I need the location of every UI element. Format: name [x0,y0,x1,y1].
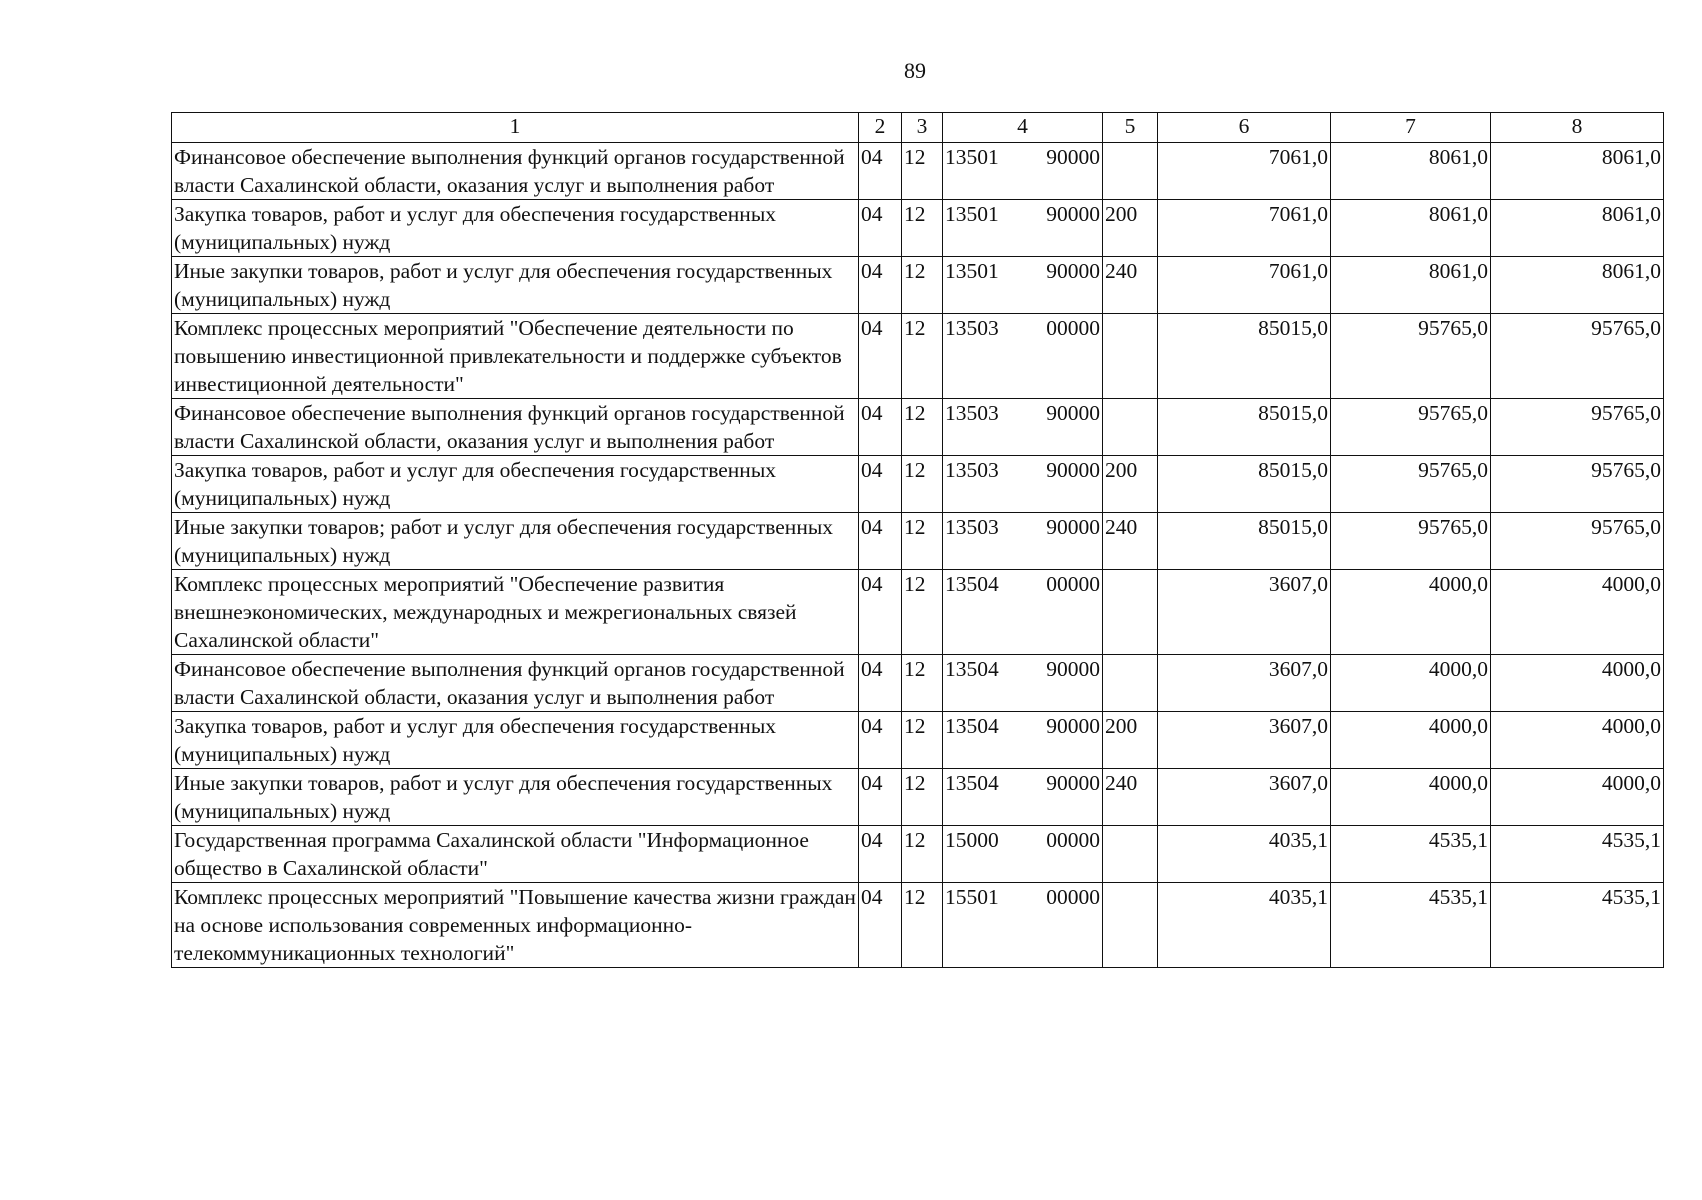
code-expense-type: 240 [1103,769,1158,826]
code-subsection: 12 [902,456,943,513]
code-section: 04 [859,257,902,314]
code-section: 04 [859,712,902,769]
table-row [172,257,1664,314]
code-expense-type [1103,314,1158,399]
code-subsection: 12 [902,513,943,570]
code-section: 04 [859,769,902,826]
table-row [172,712,1664,769]
header-cell: 8 [1491,113,1664,143]
amount-col-8: 8061,0 [1491,200,1664,257]
code-expense-type [1103,883,1158,968]
table-row [172,399,1664,456]
amount-col-7: 95765,0 [1331,513,1491,570]
code-expense-type [1103,570,1158,655]
code-direction: 90000 [1046,657,1100,681]
amount-col-7: 4535,1 [1331,883,1491,968]
code-program: 13504 [945,657,999,681]
row-name: Комплекс процессных мероприятий "Обеспечение развития внешнеэкономических, международных и межрегиональных связей Сахалинской области" [172,570,859,655]
code-section: 04 [859,399,902,456]
amount-col-6: 3607,0 [1158,769,1331,826]
code-program: 13504 [945,572,999,596]
amount-col-6: 7061,0 [1158,200,1331,257]
code-section: 04 [859,456,902,513]
code-target-article [943,399,1103,456]
page-number: 89 [904,58,926,83]
table-row [172,513,1664,570]
amount-col-8: 95765,0 [1491,399,1664,456]
code-expense-type [1103,826,1158,883]
amount-col-8: 95765,0 [1491,513,1664,570]
amount-col-7: 8061,0 [1331,143,1491,200]
code-subsection: 12 [902,712,943,769]
row-name: Комплекс процессных мероприятий "Обеспечение деятельности по повышению инвестиционной привлекательности и поддержке субъектов инвестиционной деятельности" [172,314,859,399]
amount-col-8: 8061,0 [1491,257,1664,314]
code-subsection: 12 [902,826,943,883]
row-name: Закупка товаров, работ и услуг для обеспечения государственных (муниципальных) нужд [172,712,859,769]
table-row [172,883,1664,968]
amount-col-7: 8061,0 [1331,257,1491,314]
header-cell: 6 [1158,113,1331,143]
table-row [172,456,1664,513]
amount-col-7: 95765,0 [1331,399,1491,456]
code-program: 13503 [945,401,999,425]
row-name: Иные закупки товаров, работ и услуг для обеспечения государственных (муниципальных) нужд [172,769,859,826]
row-name: Иные закупки товаров, работ и услуг для обеспечения государственных (муниципальных) нужд [172,257,859,314]
code-target-article [943,143,1103,200]
amount-col-6: 4035,1 [1158,826,1331,883]
code-target-article [943,655,1103,712]
code-subsection: 12 [902,399,943,456]
header-cell: 7 [1331,113,1491,143]
code-expense-type: 200 [1103,456,1158,513]
amount-col-6: 7061,0 [1158,257,1331,314]
row-name: Комплекс процессных мероприятий "Повышение качества жизни граждан на основе использования современных информационно-телекоммуникационных технологий" [172,883,859,968]
amount-col-7: 4000,0 [1331,712,1491,769]
code-target-article [943,826,1103,883]
amount-col-6: 85015,0 [1158,314,1331,399]
amount-col-6: 7061,0 [1158,143,1331,200]
code-section: 04 [859,143,902,200]
amount-col-7: 4000,0 [1331,655,1491,712]
code-direction: 90000 [1046,714,1100,738]
table-row [172,655,1664,712]
header-cell: 1 [172,113,859,143]
amount-col-8: 8061,0 [1491,143,1664,200]
row-name: Закупка товаров, работ и услуг для обеспечения государственных (муниципальных) нужд [172,200,859,257]
code-direction: 90000 [1046,401,1100,425]
code-expense-type [1103,143,1158,200]
code-expense-type: 240 [1103,257,1158,314]
row-name: Государственная программа Сахалинской области "Информационное общество в Сахалинской области" [172,826,859,883]
code-section: 04 [859,826,902,883]
row-name: Финансовое обеспечение выполнения функций органов государственной власти Сахалинской области, оказания услуг и выполнения работ [172,655,859,712]
amount-col-8: 4535,1 [1491,826,1664,883]
code-program: 13503 [945,515,999,539]
table-row [172,143,1664,200]
amount-col-7: 95765,0 [1331,314,1491,399]
code-program: 13503 [945,458,999,482]
code-program: 13503 [945,316,999,340]
amount-col-6: 85015,0 [1158,399,1331,456]
code-target-article [943,712,1103,769]
code-program: 13501 [945,202,999,226]
code-section: 04 [859,655,902,712]
code-target-article [943,456,1103,513]
amount-col-7: 8061,0 [1331,200,1491,257]
header-row [172,113,1664,143]
amount-col-7: 95765,0 [1331,456,1491,513]
amount-col-8: 4000,0 [1491,655,1664,712]
code-subsection: 12 [902,883,943,968]
code-section: 04 [859,570,902,655]
amount-col-8: 4535,1 [1491,883,1664,968]
code-subsection: 12 [902,655,943,712]
code-target-article [943,883,1103,968]
table-row [172,570,1664,655]
code-direction: 00000 [1046,316,1100,340]
amount-col-7: 4535,1 [1331,826,1491,883]
code-program: 15000 [945,828,999,852]
amount-col-7: 4000,0 [1331,769,1491,826]
code-subsection: 12 [902,257,943,314]
code-target-article [943,314,1103,399]
table-body [172,143,1664,968]
code-target-article [943,570,1103,655]
header-cell: 3 [902,113,943,143]
code-target-article [943,769,1103,826]
code-expense-type: 240 [1103,513,1158,570]
amount-col-6: 85015,0 [1158,513,1331,570]
amount-col-8: 4000,0 [1491,712,1664,769]
table-row [172,769,1664,826]
code-program: 15501 [945,885,999,909]
amount-col-8: 4000,0 [1491,570,1664,655]
budget-table [171,112,1664,968]
code-direction: 90000 [1046,202,1100,226]
code-program: 13504 [945,714,999,738]
header-cell: 2 [859,113,902,143]
row-name: Закупка товаров, работ и услуг для обеспечения государственных (муниципальных) нужд [172,456,859,513]
row-name: Финансовое обеспечение выполнения функций органов государственной власти Сахалинской области, оказания услуг и выполнения работ [172,399,859,456]
code-direction: 00000 [1046,828,1100,852]
amount-col-6: 4035,1 [1158,883,1331,968]
amount-col-6: 3607,0 [1158,712,1331,769]
code-expense-type: 200 [1103,712,1158,769]
code-section: 04 [859,314,902,399]
code-direction: 00000 [1046,885,1100,909]
code-direction: 90000 [1046,515,1100,539]
code-program: 13501 [945,145,999,169]
code-expense-type: 200 [1103,200,1158,257]
row-name: Иные закупки товаров; работ и услуг для обеспечения государственных (муниципальных) нужд [172,513,859,570]
code-subsection: 12 [902,570,943,655]
header-cell: 5 [1103,113,1158,143]
header-cell: 4 [943,113,1103,143]
code-direction: 90000 [1046,771,1100,795]
code-section: 04 [859,883,902,968]
code-target-article [943,200,1103,257]
code-expense-type [1103,655,1158,712]
amount-col-7: 4000,0 [1331,570,1491,655]
code-direction: 90000 [1046,145,1100,169]
code-direction: 00000 [1046,572,1100,596]
code-program: 13504 [945,771,999,795]
code-target-article [943,513,1103,570]
amount-col-8: 4000,0 [1491,769,1664,826]
amount-col-6: 85015,0 [1158,456,1331,513]
code-direction: 90000 [1046,458,1100,482]
row-name: Финансовое обеспечение выполнения функций органов государственной власти Сахалинской области, оказания услуг и выполнения работ [172,143,859,200]
amount-col-8: 95765,0 [1491,314,1664,399]
code-section: 04 [859,200,902,257]
code-program: 13501 [945,259,999,283]
code-subsection: 12 [902,200,943,257]
amount-col-6: 3607,0 [1158,570,1331,655]
amount-col-6: 3607,0 [1158,655,1331,712]
code-subsection: 12 [902,143,943,200]
code-target-article [943,257,1103,314]
code-direction: 90000 [1046,259,1100,283]
code-expense-type [1103,399,1158,456]
code-subsection: 12 [902,314,943,399]
code-subsection: 12 [902,769,943,826]
amount-col-8: 95765,0 [1491,456,1664,513]
table-row [172,826,1664,883]
table-row [172,314,1664,399]
table-row [172,200,1664,257]
code-section: 04 [859,513,902,570]
